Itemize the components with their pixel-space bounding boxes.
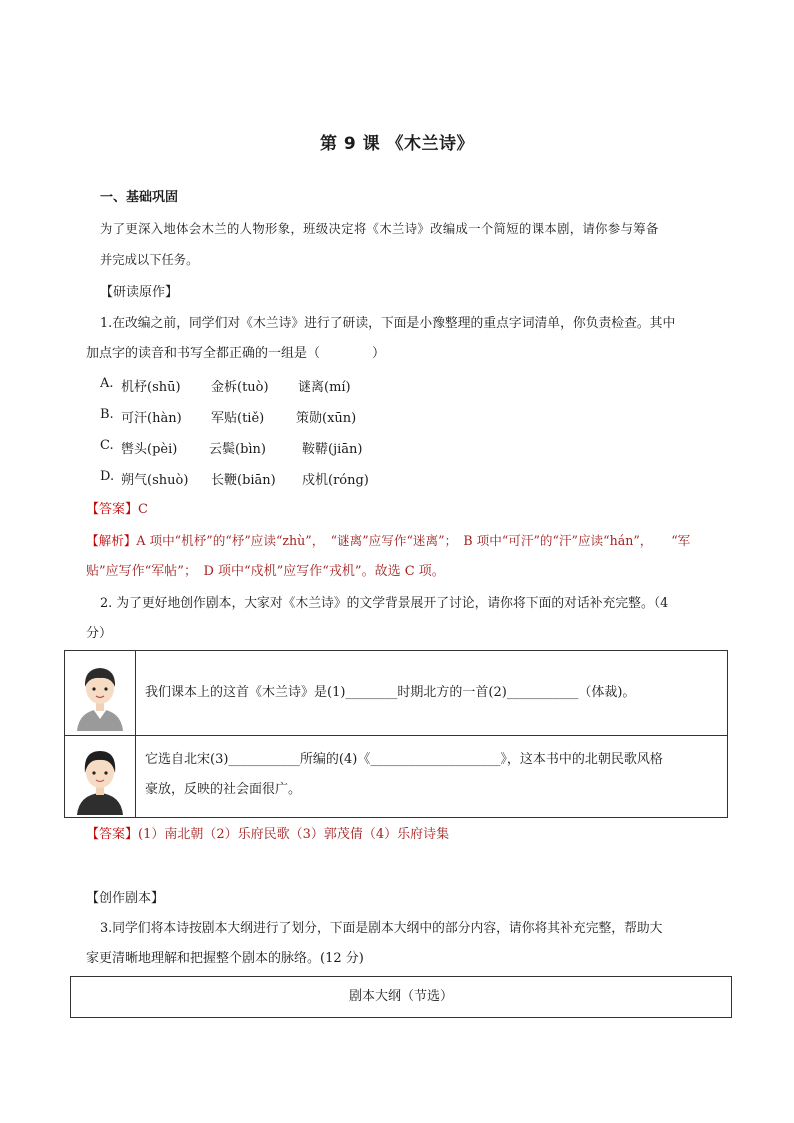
q3-line-1: 3.同学们将本诗按剧本大纲进行了划分，下面是剧本大纲中的部分内容，请你将其补充完整，帮助大 (100, 921, 663, 936)
option-d-label: D. (100, 469, 115, 484)
option-d-item-2: 长鞭(biān) (211, 473, 276, 488)
q2-line-2: 分） (86, 626, 113, 641)
analysis-tag: 【解析】 (86, 533, 137, 548)
q1-line-1: 1.在改编之前，同学们对《木兰诗》进行了研读，下面是小豫整理的重点字词清单，你负责检查。其中 (100, 316, 676, 331)
answer-tag: 【答案】 (86, 502, 139, 517)
option-b-item-1: 可汗(hàn) (121, 411, 182, 426)
option-a-label: A. (100, 376, 114, 391)
option-d-item-3: 戍机(róng) (302, 473, 369, 488)
q1-analysis-line-2: 贴”应写作“军帖”； D 项中“戍机”应写作“戎机”。故选 C 项。 (86, 564, 445, 579)
dialog-line-2b: 豪放，反映的社会面很广。 (145, 782, 302, 797)
page-title: 第 9 课 《木兰诗》 (319, 134, 475, 154)
option-c-item-2: 云鬓(bìn) (209, 442, 266, 457)
subhead-read-original: 【研读原作】 (100, 285, 179, 300)
option-c-label: C. (100, 438, 114, 453)
avatar-cell-2 (65, 735, 136, 817)
answer-tag-2: 【答案】 (86, 827, 139, 842)
option-c-item-3: 鞍鞯(jiān) (302, 442, 363, 457)
option-b-item-2: 军贴(tiě) (211, 411, 265, 426)
outline-title: 剧本大纲（节选） (348, 989, 453, 1004)
dialog-row-2 (65, 735, 727, 817)
option-a-item-1: 机杼(shū) (121, 380, 181, 395)
dialog-row-1 (65, 651, 727, 736)
intro-line-1: 为了更深入地体会木兰的人物形象，班级决定将《木兰诗》改编成一个简短的课本剧，请你参与筹备 (100, 222, 659, 236)
girl-avatar-icon (65, 735, 135, 817)
option-d-item-1: 朔气(shuò) (121, 473, 189, 488)
q1-line-2: 加点字的读音和书写全都正确的一组是（ ） (86, 346, 386, 361)
answer-value-2: (1）南北朝（2）乐府民歌（3）郭茂倩（4）乐府诗集 (138, 827, 450, 842)
dialog-table (64, 650, 728, 818)
option-a-item-2: 金柝(tuò) (211, 380, 269, 395)
intro-line-2: 并完成以下任务。 (100, 253, 199, 267)
q1-answer (86, 500, 148, 520)
answer-value: C (138, 502, 148, 517)
q1-analysis-line-1 (86, 531, 690, 551)
section-heading-basics: 一、基础巩固 (100, 190, 179, 205)
dialog-line-1: 我们课本上的这首《木兰诗》是(1)________时期北方的一首(2)___________（体裁)。 (145, 685, 636, 700)
avatar-cell-1 (65, 651, 136, 735)
option-b-label: B. (100, 407, 114, 422)
script-outline-box (70, 976, 732, 1018)
option-c-item-1: 辔头(pèi) (121, 442, 178, 457)
boy-avatar-icon (65, 651, 135, 735)
subhead-create-script: 【创作剧本】 (86, 891, 165, 906)
option-b-item-3: 策勋(xūn) (296, 411, 357, 426)
option-a-item-3: 谜离(mí) (298, 380, 351, 395)
q3-line-2: 家更清晰地理解和把握整个剧本的脉络。(12 分) (86, 951, 364, 966)
dialog-line-2a: 它选自北宋(3)___________所编的(4)《____________________》，这本书中的北朝民歌风格 (145, 752, 663, 767)
analysis-text-1: A 项中“机杼”的“杼”应读“zhù”， “谜离”应写作“迷离”； B 项中“可汗”的“汗”应读“hán”， “军 (136, 533, 691, 548)
q2-answer (86, 825, 449, 845)
q2-line-1: 2. 为了更好地创作剧本，大家对《木兰诗》的文学背景展开了讨论，请你将下面的对话补充完整。（4 (100, 596, 669, 611)
